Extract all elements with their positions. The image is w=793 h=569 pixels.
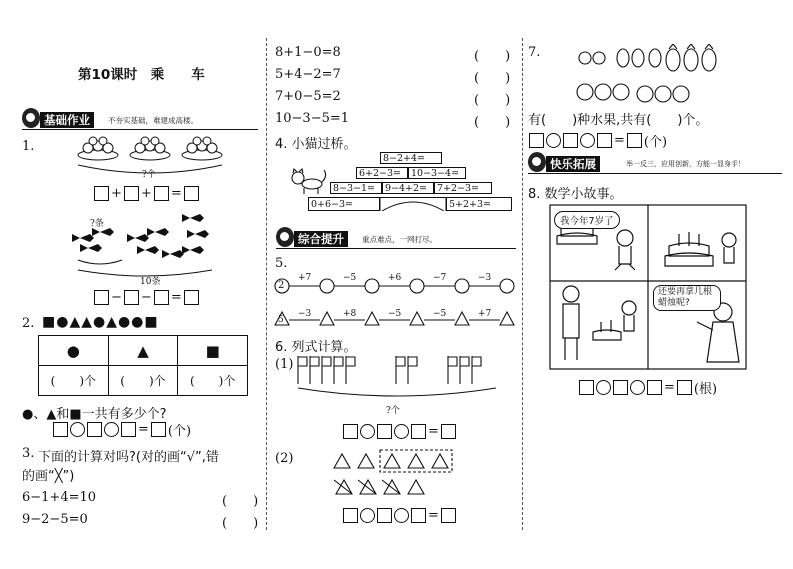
q5-row1-op5: −3 <box>478 273 492 283</box>
mascot-icon <box>276 227 294 247</box>
fruits-image <box>575 44 720 109</box>
q5-row2-op1: −3 <box>298 309 312 319</box>
q1-equation-1: + + = <box>93 186 200 201</box>
bridge-arch <box>380 197 446 211</box>
bridge-step-6: 7+2−3= <box>434 182 492 194</box>
c2-answer-3[interactable]: ( ) <box>474 93 511 108</box>
bridge-step-1: 8−2+4= <box>380 152 442 164</box>
q5-row2-op2: +8 <box>343 309 357 319</box>
banner-fun-sub: 举一反三，应用创新，方能一显身手！ <box>626 160 745 168</box>
q8-equation: = (根) <box>578 378 718 397</box>
q5-row2-op5: +7 <box>478 309 492 319</box>
q1-number: 1. <box>22 139 35 154</box>
banner-basic <box>22 112 258 130</box>
column-divider-2 <box>522 38 523 530</box>
q5-row2-start: 5 <box>278 315 284 325</box>
triangles-image <box>330 448 460 498</box>
speech-bubble-1: 我今年7岁了 <box>554 211 620 229</box>
q2-number: 2. <box>22 316 35 331</box>
banner-comprehensive-label: 综合提升 <box>294 231 348 247</box>
c2-item-3: 7+0−5=2 <box>275 89 341 104</box>
q5-row2-op4: −5 <box>433 309 447 319</box>
q3-text-2: 的画“╳”) <box>22 469 75 484</box>
square-count-cell[interactable]: ( )个 <box>178 366 248 396</box>
q4-heading: 4. 小猫过桥。 <box>275 137 357 152</box>
q3-number: 3. <box>22 446 35 461</box>
bridge-step-3: 10−3−4= <box>408 167 466 179</box>
q5-row1-op4: −7 <box>433 273 447 283</box>
banner-comprehensive <box>276 231 516 249</box>
bridge-step-2: 6+2−3= <box>356 167 408 179</box>
q3-answer-2[interactable]: ( ) <box>222 516 259 531</box>
q1-fish-total: 10条 <box>140 277 161 287</box>
q6-flag-question: ?个 <box>386 406 400 416</box>
c2-answer-2[interactable]: ( ) <box>474 71 511 86</box>
q6-equation-1: = <box>342 424 457 439</box>
q6-heading: 6. 列式计算。 <box>275 340 357 355</box>
q5-number: 5. <box>275 256 288 271</box>
q1-fish-question: ?条 <box>90 219 104 229</box>
circle-header: ● <box>39 336 109 366</box>
q2-question: ●、▲和■一共有多少个? <box>22 407 167 422</box>
bridge-step-8: 5+2+3= <box>446 197 512 211</box>
square-header: ■ <box>178 336 248 366</box>
banner-fun-label: 快乐拓展 <box>546 156 600 172</box>
page-title: 第10课时 乘 车 <box>78 67 205 83</box>
flags-image <box>296 354 516 406</box>
q8-heading: 8. 数学小故事。 <box>528 187 623 202</box>
mascot-icon <box>22 108 40 128</box>
q5-row1-op2: −5 <box>343 273 357 283</box>
q2-equation: = (个) <box>52 420 192 439</box>
q6-part1-label: (1) <box>275 357 294 372</box>
cat-icon <box>288 168 330 198</box>
column-divider-1 <box>266 38 267 530</box>
q5-row1-op3: +6 <box>388 273 402 283</box>
q5-row1-op1: +7 <box>298 273 312 283</box>
q1-question-label: ?个 <box>142 170 156 180</box>
q3-item-2: 9−2−5=0 <box>22 512 88 527</box>
c2-item-4: 10−3−5=1 <box>275 111 350 126</box>
q6-equation-2: = <box>342 508 457 523</box>
triangle-count-cell[interactable]: ( )个 <box>108 366 178 396</box>
bridge-step-4: 8−3−1= <box>330 182 382 194</box>
q3-text-1: 下面的计算对吗?(对的画“√”,错 <box>38 450 219 465</box>
q3-answer-1[interactable]: ( ) <box>222 494 259 509</box>
banner-comprehensive-sub: 重点难点，一网打尽。 <box>362 235 437 244</box>
c2-item-1: 8+1−0=8 <box>275 45 341 60</box>
c2-item-2: 5+4−2=7 <box>275 67 341 82</box>
c2-answer-1[interactable]: ( ) <box>474 49 511 64</box>
banner-basic-sub: 不夯实基础，难建成高楼。 <box>108 116 198 125</box>
q7-equation: = (个) <box>528 131 668 150</box>
bridge-step-7: 0+6−3= <box>308 197 380 211</box>
mascot-icon <box>528 152 546 172</box>
q2-sequence: ■●▲▲●▲●●■ <box>42 314 159 330</box>
q5-row1-start: 2 <box>278 280 285 291</box>
banner-basic-label: 基础作业 <box>40 112 94 128</box>
q6-part2-label: (2) <box>275 451 294 466</box>
q1-equation-2: − − = <box>93 290 200 305</box>
bridge-step-5: 9−4+2= <box>382 182 434 194</box>
q2-count-table <box>38 335 248 396</box>
banner-fun <box>528 156 782 174</box>
q7-number: 7. <box>528 45 541 60</box>
speech-bubble-2: 还要再拿几根蜡烛呢? <box>653 285 721 311</box>
triangle-header: ▲ <box>108 336 178 366</box>
q7-text: 有( )种水果,共有( )个。 <box>528 113 709 128</box>
q5-row2-op3: −5 <box>388 309 402 319</box>
circle-count-cell[interactable]: ( )个 <box>39 366 109 396</box>
c2-answer-4[interactable]: ( ) <box>474 115 511 130</box>
q3-item-1: 6−1+4=10 <box>22 490 97 505</box>
